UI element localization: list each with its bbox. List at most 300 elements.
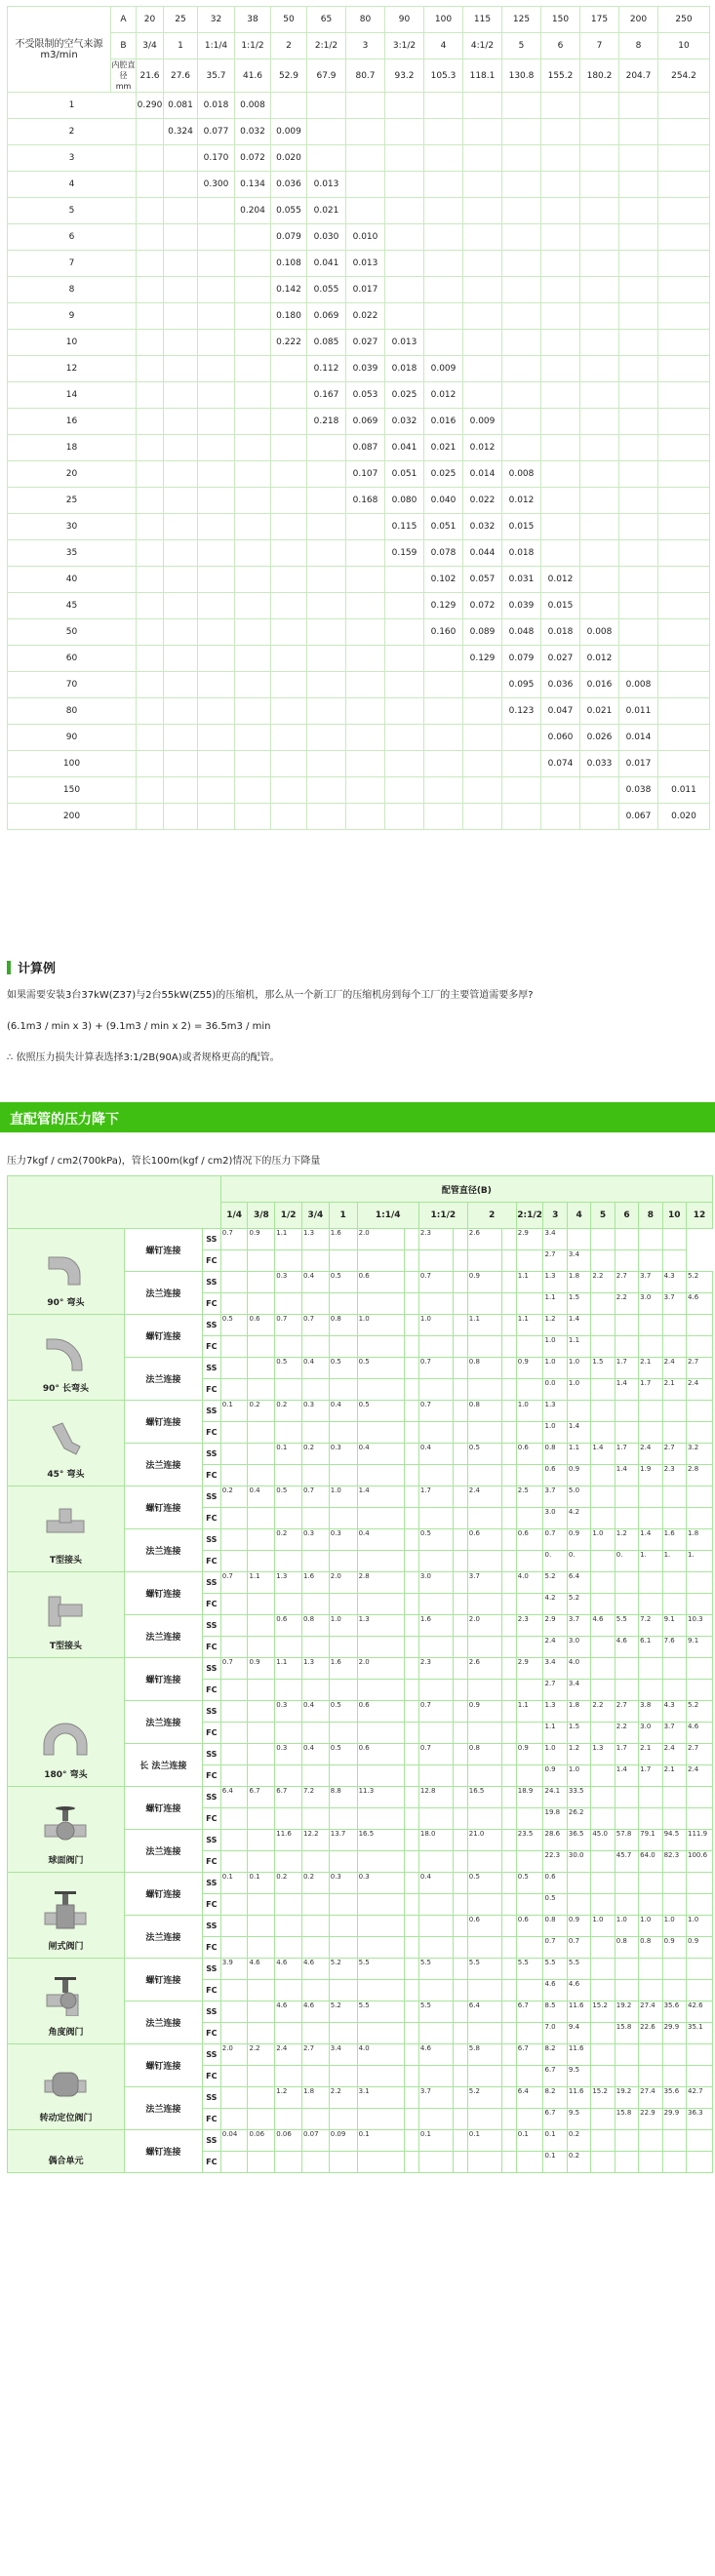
- drop-cell: 2.1: [662, 1765, 686, 1787]
- loss-cell: 0.290: [137, 93, 164, 119]
- loss-cell: [346, 540, 385, 567]
- drop-cell: [454, 1551, 467, 1572]
- table-row: [8, 2044, 713, 2066]
- loss-cell: 0.008: [502, 461, 541, 488]
- drop-cell: [301, 2109, 329, 2130]
- drop-cell: [275, 1808, 302, 1830]
- loss-cell: [164, 488, 198, 514]
- drop-cell: [275, 2023, 302, 2044]
- drop-cell: [615, 2066, 638, 2087]
- drop-cell: 1.0: [687, 1916, 713, 1937]
- table-row: [8, 93, 710, 119]
- loss-cell: 0.022: [346, 303, 385, 330]
- material-code: FC: [202, 1851, 220, 1873]
- drop-cell: [662, 1315, 686, 1336]
- drop-cell: [591, 1808, 615, 1830]
- loss-cell: [271, 698, 307, 725]
- material-code: FC: [202, 2066, 220, 2087]
- loss-cell: [235, 330, 271, 356]
- loss-cell: [658, 514, 710, 540]
- size-b: 3:1/2: [385, 33, 424, 59]
- drop-cell: [687, 1508, 713, 1529]
- drop-cell: [405, 1444, 418, 1465]
- loss-cell: [307, 698, 346, 725]
- drop-cell: 11.6: [567, 2087, 590, 2109]
- loss-cell: 0.008: [235, 93, 271, 119]
- drop-cell: 2.4: [467, 1486, 502, 1508]
- loss-cell: [424, 145, 463, 172]
- loss-cell: [658, 330, 710, 356]
- drop-cell: 0.6: [357, 1744, 405, 1765]
- drop-cell: 1.3: [591, 1744, 615, 1765]
- loss-cell: 0.074: [541, 751, 580, 777]
- drop-cell: [405, 1916, 418, 1937]
- loss-cell: 0.021: [307, 198, 346, 224]
- loss-cell: 0.021: [580, 698, 619, 725]
- loss-cell: [346, 725, 385, 751]
- drop-cell: [220, 1701, 248, 1723]
- loss-cell: [198, 382, 235, 409]
- loss-cell: 0.013: [385, 330, 424, 356]
- drop-cell: 1.0: [567, 1358, 590, 1379]
- drop-cell: 1.6: [418, 1615, 454, 1637]
- loss-cell: [137, 725, 164, 751]
- drop-cell: 36.3: [687, 2109, 713, 2130]
- loss-cell: [463, 277, 502, 303]
- loss-cell: [307, 119, 346, 145]
- drop-cell: 9.5: [567, 2066, 590, 2087]
- drop-cell: [591, 1873, 615, 1894]
- banner-title: 直配管的压力降下: [10, 1112, 119, 1128]
- material-code: FC: [202, 2152, 220, 2173]
- loss-cell: [658, 672, 710, 698]
- drop-cell: 1.6: [301, 1572, 329, 1594]
- loss-cell: [137, 435, 164, 461]
- drop-cell: 1.3: [543, 1272, 567, 1293]
- loss-cell: 0.036: [541, 672, 580, 698]
- drop-cell: [502, 1529, 516, 1551]
- drop-cell: [591, 1250, 615, 1272]
- drop-cell: [329, 2066, 357, 2087]
- loss-cell: [541, 224, 580, 251]
- drop-cell: [418, 1765, 454, 1787]
- loss-cell: 0.047: [541, 698, 580, 725]
- drop-cell: [662, 1486, 686, 1508]
- drop-cell: [687, 1787, 713, 1808]
- drop-cell: [329, 1808, 357, 1830]
- drop-cell: [591, 2066, 615, 2087]
- connection-type: 螺钉连接: [124, 1959, 202, 2001]
- loss-cell: [198, 672, 235, 698]
- material-code: SS: [202, 1572, 220, 1594]
- drop-cell: 5.2: [567, 1594, 590, 1615]
- loss-cell: [541, 461, 580, 488]
- loss-cell: [658, 224, 710, 251]
- loss-cell: 0.027: [346, 330, 385, 356]
- drop-cell: [454, 1959, 467, 1980]
- loss-cell: [271, 382, 307, 409]
- loss-cell: [463, 672, 502, 698]
- drop-cell: [329, 1250, 357, 1272]
- drop-cell: [662, 2130, 686, 2152]
- drop-cell: [687, 2130, 713, 2152]
- drop-cell: 15.8: [615, 2109, 638, 2130]
- loss-cell: 0.072: [235, 145, 271, 172]
- drop-cell: [248, 1680, 275, 1701]
- drop-cell: [405, 2001, 418, 2023]
- drop-cell: [418, 1637, 454, 1658]
- table-row: [8, 303, 710, 330]
- loss-cell: [137, 251, 164, 277]
- drop-cell: [418, 2066, 454, 2087]
- drop-cell: [405, 1637, 418, 1658]
- drop-cell: [405, 1765, 418, 1787]
- drop-cell: [248, 1529, 275, 1551]
- drop-cell: 15.2: [591, 2001, 615, 2023]
- drop-cell: [248, 1594, 275, 1615]
- loss-cell: [164, 646, 198, 672]
- drop-cell: 0.6: [516, 1916, 543, 1937]
- loss-cell: [307, 461, 346, 488]
- drop-cell: 6.7: [543, 2109, 567, 2130]
- drop-cell: [248, 1551, 275, 1572]
- drop-cell: 9.1: [687, 1637, 713, 1658]
- loss-cell: 0.022: [463, 488, 502, 514]
- drop-cell: [418, 1894, 454, 1916]
- fitting-name-cell: [8, 1572, 125, 1658]
- drop-cell: 29.9: [662, 2109, 686, 2130]
- drop-cell: 6.4: [467, 2001, 502, 2023]
- drop-cell: 0.3: [275, 1744, 302, 1765]
- drop-cell: [405, 1465, 418, 1486]
- drop-cell: [418, 2152, 454, 2173]
- drop-cell: [275, 1379, 302, 1401]
- drop-cell: [329, 1379, 357, 1401]
- loss-cell: [619, 145, 658, 172]
- drop-cell: [220, 1444, 248, 1465]
- drop-cell: [454, 1272, 467, 1293]
- loss-cell: [137, 514, 164, 540]
- material-code: SS: [202, 2001, 220, 2023]
- drop-cell: 0.5: [357, 1401, 405, 1422]
- drop-cell: 1.8: [687, 1529, 713, 1551]
- drop-cell: [516, 1293, 543, 1315]
- drop-cell: 8.8: [329, 1787, 357, 1808]
- drop-cell: [357, 1422, 405, 1444]
- drop-cell: [357, 1336, 405, 1358]
- drop-cell: [357, 1637, 405, 1658]
- flow-value: 40: [8, 567, 137, 593]
- table-row: [8, 488, 710, 514]
- loss-cell: [502, 224, 541, 251]
- drop-cell: [639, 1873, 662, 1894]
- loss-cell: [658, 356, 710, 382]
- material-code: FC: [202, 1551, 220, 1572]
- drop-cell: [301, 2023, 329, 2044]
- drop-cell: [301, 1916, 329, 1937]
- drop-cell: 0.7: [301, 1315, 329, 1336]
- drop-cell: [467, 1894, 502, 1916]
- drop-cell: [516, 1551, 543, 1572]
- drop-cell: [502, 1830, 516, 1851]
- fitting-name-cell: [8, 1959, 125, 2044]
- drop-cell: 2.6: [467, 1229, 502, 1250]
- drop-cell: 1.7: [639, 1765, 662, 1787]
- drop-cell: [220, 1851, 248, 1873]
- drop-cell: [405, 1830, 418, 1851]
- loss-cell: [541, 356, 580, 382]
- connection-type: 法兰连接: [124, 1916, 202, 1959]
- loss-cell: 0.078: [424, 540, 463, 567]
- drop-cell: 1.: [687, 1551, 713, 1572]
- drop-cell: 0.9: [516, 1358, 543, 1379]
- drop-cell: [516, 1508, 543, 1529]
- drop-cell: [405, 1272, 418, 1293]
- drop-cell: [662, 1808, 686, 1830]
- loss-cell: 0.015: [502, 514, 541, 540]
- loss-cell: [307, 777, 346, 804]
- inner-diameter: 118.1: [463, 59, 502, 93]
- drop-cell: [502, 2001, 516, 2023]
- loss-cell: [424, 804, 463, 830]
- loss-cell: [198, 461, 235, 488]
- drop-cell: [591, 1572, 615, 1594]
- loss-cell: [164, 409, 198, 435]
- size-a: 125: [502, 7, 541, 33]
- drop-cell: [301, 1336, 329, 1358]
- material-code: SS: [202, 1873, 220, 1894]
- drop-cell: 5.5: [418, 1959, 454, 1980]
- loss-cell: 0.016: [424, 409, 463, 435]
- connection-type: 法兰连接: [124, 1830, 202, 1873]
- drop-cell: [248, 2109, 275, 2130]
- loss-cell: [137, 224, 164, 251]
- loss-cell: [385, 172, 424, 198]
- drop-cell: 12.2: [301, 1830, 329, 1851]
- drop-cell: 0.7: [220, 1229, 248, 1250]
- flow-value: 80: [8, 698, 137, 725]
- drop-cell: 1.1: [275, 1229, 302, 1250]
- loss-cell: [619, 488, 658, 514]
- drop-cell: 15.2: [591, 2087, 615, 2109]
- loss-cell: 0.026: [580, 725, 619, 751]
- drop-cell: 1.2: [615, 1529, 638, 1551]
- loss-cell: [385, 145, 424, 172]
- drop-cell: [662, 1980, 686, 2001]
- drop-cell: [220, 1250, 248, 1272]
- loss-cell: [198, 646, 235, 672]
- drop-cell: 5.2: [543, 1572, 567, 1594]
- drop-cell: [567, 1873, 590, 1894]
- row-label-c: 内腔直径 mm: [111, 60, 136, 91]
- drop-cell: 0.6: [516, 1444, 543, 1465]
- drop-cell: 0.7: [301, 1486, 329, 1508]
- loss-cell: 0.077: [198, 119, 235, 145]
- loss-cell: [619, 646, 658, 672]
- drop-cell: 4.6: [687, 1723, 713, 1744]
- drop-cell: [405, 1701, 418, 1723]
- drop-cell: [502, 1615, 516, 1637]
- drop-cell: 0.7: [418, 1701, 454, 1723]
- fitting-name: T型接头: [49, 1642, 83, 1651]
- drop-cell: 23.5: [516, 1830, 543, 1851]
- drop-cell: [516, 2109, 543, 2130]
- loss-cell: [235, 751, 271, 777]
- table-row: [8, 330, 710, 356]
- drop-cell: [615, 1250, 638, 1272]
- table-row: [8, 1229, 713, 1250]
- drop-cell: 0.8: [639, 1937, 662, 1959]
- drop-cell: [248, 2066, 275, 2087]
- row-label-b: B: [111, 33, 137, 59]
- drop-cell: [248, 1444, 275, 1465]
- drop-cell: [687, 1336, 713, 1358]
- drop-cell: [467, 1637, 502, 1658]
- loss-cell: [164, 514, 198, 540]
- loss-cell: [137, 567, 164, 593]
- drop-cell: [662, 1894, 686, 1916]
- drop-cell: [220, 1293, 248, 1315]
- drop-cell: [329, 2152, 357, 2173]
- loss-cell: [463, 145, 502, 172]
- loss-cell: [658, 488, 710, 514]
- drop-cell: [502, 2023, 516, 2044]
- drop-cell: [454, 2001, 467, 2023]
- drop-cell: 0.6: [357, 1272, 405, 1293]
- drop-cell: 4.0: [516, 1572, 543, 1594]
- loss-cell: [385, 804, 424, 830]
- loss-cell: 0.012: [502, 488, 541, 514]
- loss-cell: [502, 804, 541, 830]
- drop-cell: [639, 1422, 662, 1444]
- drop-cell: [220, 1358, 248, 1379]
- loss-cell: [164, 224, 198, 251]
- drop-cell: 0.2: [301, 1873, 329, 1894]
- loss-cell: [463, 93, 502, 119]
- connection-type: 螺钉连接: [124, 1315, 202, 1358]
- flow-value: 150: [8, 777, 137, 804]
- connection-type: 螺钉连接: [124, 1572, 202, 1615]
- drop-cell: 11.3: [357, 1787, 405, 1808]
- material-code: FC: [202, 1594, 220, 1615]
- loss-cell: [235, 303, 271, 330]
- drop-cell: 3.7: [543, 1486, 567, 1508]
- drop-cell: [591, 1894, 615, 1916]
- drop-cell: [357, 1594, 405, 1615]
- size-header: 8: [639, 1203, 662, 1229]
- loss-cell: [463, 119, 502, 145]
- drop-cell: 0.5: [516, 1873, 543, 1894]
- drop-cell: [502, 1486, 516, 1508]
- drop-cell: 0.2: [567, 2152, 590, 2173]
- drop-cell: [591, 2044, 615, 2066]
- drop-cell: 1.0: [662, 1916, 686, 1937]
- drop-cell: 4.6: [687, 1293, 713, 1315]
- loss-cell: [658, 540, 710, 567]
- drop-cell: [220, 1830, 248, 1851]
- drop-cell: [516, 1937, 543, 1959]
- drop-cell: 0.5: [220, 1315, 248, 1336]
- material-code: FC: [202, 1508, 220, 1529]
- drop-cell: [275, 2066, 302, 2087]
- drop-cell: 2.2: [591, 1272, 615, 1293]
- drop-cell: 0.8: [467, 1744, 502, 1765]
- drop-cell: [220, 2087, 248, 2109]
- loss-cell: [164, 382, 198, 409]
- loss-cell: 0.014: [463, 461, 502, 488]
- size-header: 4: [567, 1203, 590, 1229]
- drop-cell: [687, 1894, 713, 1916]
- drop-cell: [329, 1937, 357, 1959]
- material-code: SS: [202, 1916, 220, 1937]
- drop-cell: [591, 2109, 615, 2130]
- loss-cell: [271, 777, 307, 804]
- header-title: 配管直径(B): [220, 1176, 712, 1203]
- loss-cell: 0.129: [463, 646, 502, 672]
- connection-type: 螺钉连接: [124, 1658, 202, 1701]
- loss-cell: [164, 198, 198, 224]
- drop-cell: [502, 2087, 516, 2109]
- drop-cell: 2.1: [639, 1358, 662, 1379]
- loss-cell: [502, 303, 541, 330]
- drop-cell: 0.5: [329, 1744, 357, 1765]
- drop-cell: [516, 1379, 543, 1401]
- drop-cell: [454, 1229, 467, 1250]
- drop-cell: [405, 1787, 418, 1808]
- size-b: 2:1/2: [307, 33, 346, 59]
- drop-cell: 0.6: [516, 1529, 543, 1551]
- fitting-name-cell: [8, 1486, 125, 1572]
- drop-cell: 2.2: [615, 1723, 638, 1744]
- table-row: [8, 751, 710, 777]
- loss-cell: 0.039: [502, 593, 541, 619]
- drop-cell: [329, 1594, 357, 1615]
- drop-cell: [502, 1680, 516, 1701]
- flow-value: 25: [8, 488, 137, 514]
- flow-value: 60: [8, 646, 137, 672]
- loss-cell: 0.115: [385, 514, 424, 540]
- loss-cell: [502, 93, 541, 119]
- drop-cell: [591, 1787, 615, 1808]
- drop-cell: 5.2: [467, 2087, 502, 2109]
- drop-cell: [467, 1508, 502, 1529]
- drop-cell: 1.7: [615, 1358, 638, 1379]
- drop-cell: 3.2: [687, 1444, 713, 1465]
- drop-cell: 3.0: [567, 1637, 590, 1658]
- drop-cell: [418, 1916, 454, 1937]
- loss-cell: [164, 461, 198, 488]
- table-row: [8, 1486, 713, 1508]
- drop-cell: [405, 1937, 418, 1959]
- drop-cell: [502, 1315, 516, 1336]
- drop-cell: [275, 1465, 302, 1486]
- inner-diameter: 67.9: [307, 59, 346, 93]
- drop-cell: [454, 1701, 467, 1723]
- fitting-name: 角度阀门: [48, 2028, 84, 2038]
- drop-cell: 9.1: [662, 1615, 686, 1637]
- loss-cell: [580, 804, 619, 830]
- drop-cell: [454, 1293, 467, 1315]
- drop-cell: [502, 1916, 516, 1937]
- loss-cell: 0.089: [463, 619, 502, 646]
- loss-cell: [658, 435, 710, 461]
- drop-cell: 5.2: [687, 1272, 713, 1293]
- drop-cell: [329, 1422, 357, 1444]
- size-a: 150: [541, 7, 580, 33]
- loss-cell: [271, 646, 307, 672]
- flow-value: 45: [8, 593, 137, 619]
- loss-cell: 0.025: [424, 461, 463, 488]
